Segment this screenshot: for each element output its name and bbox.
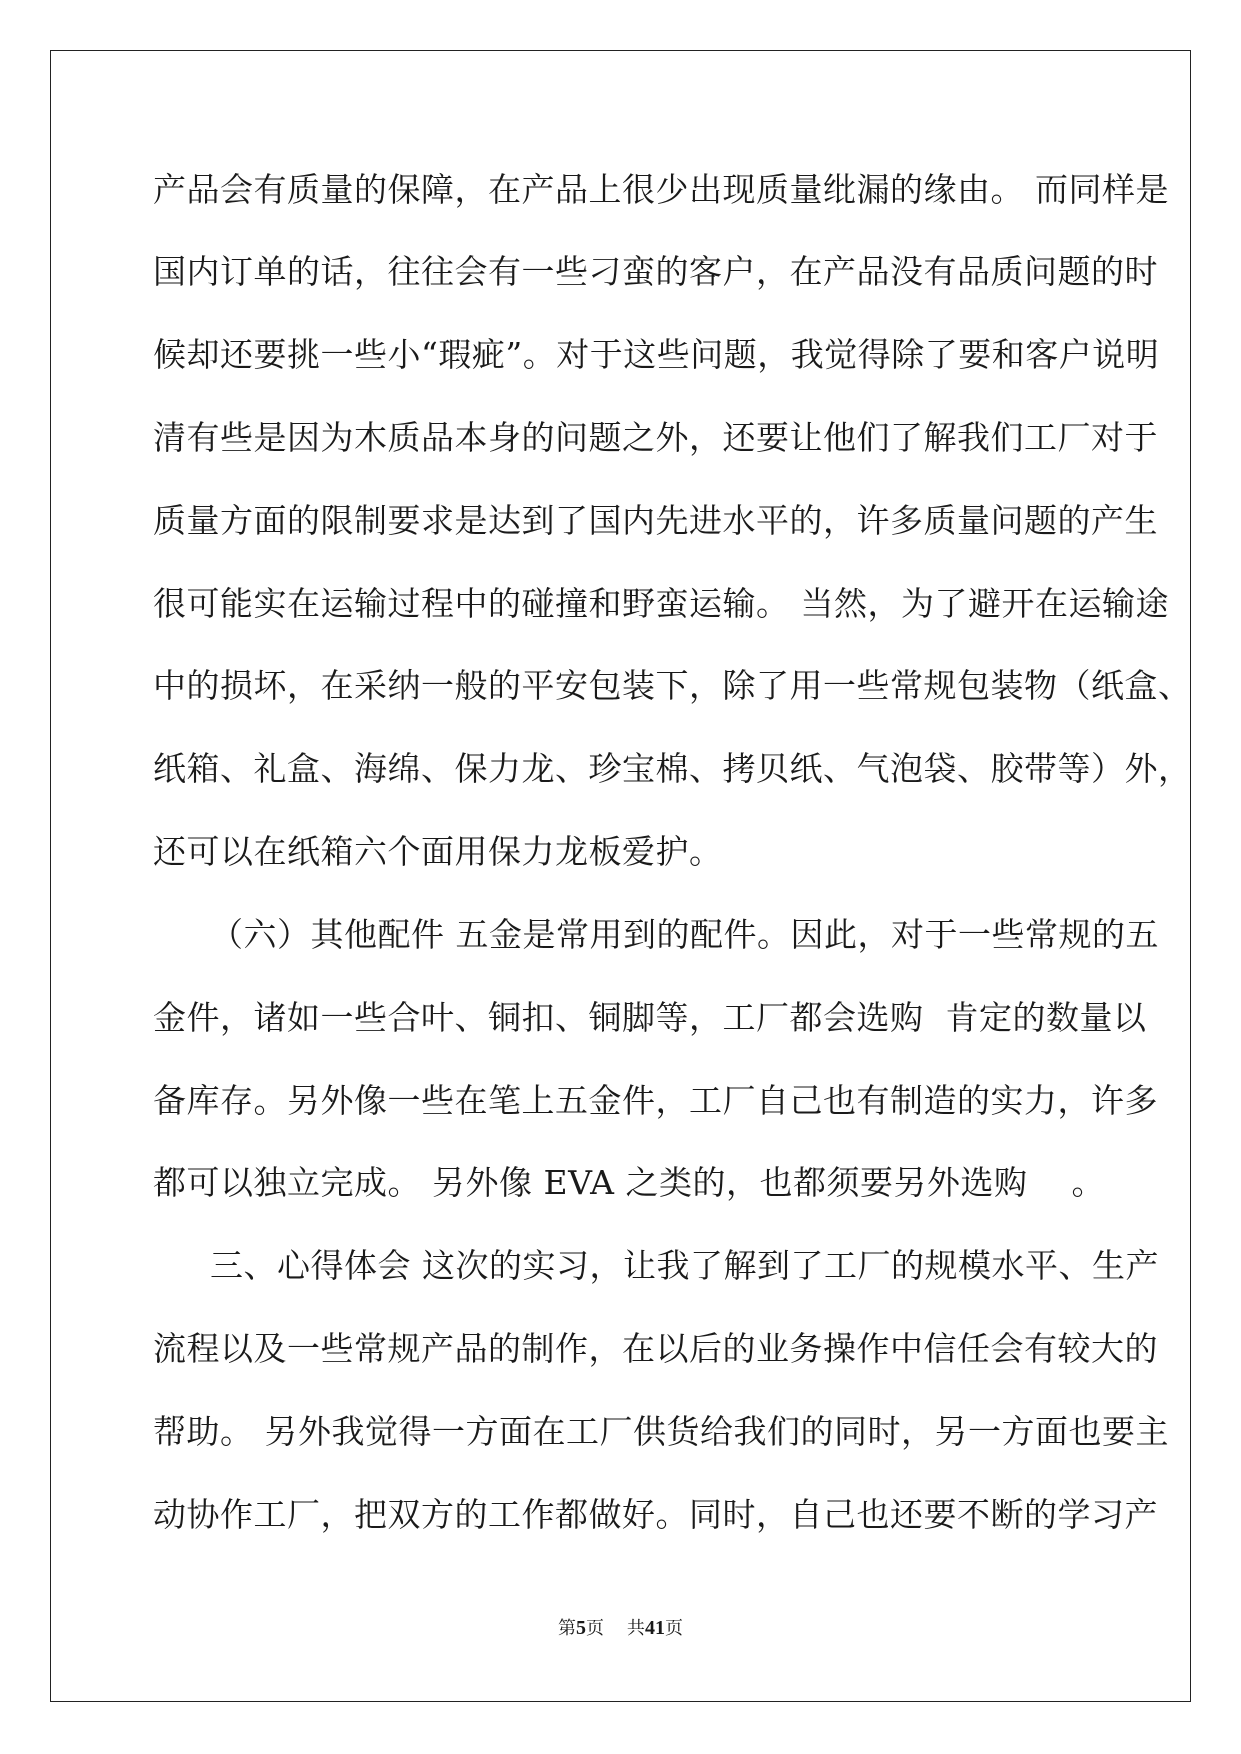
text-line: 很可能实在运输过程中的碰撞和野蛮运输。 当然，为了避开在运输途 [153, 584, 1169, 623]
total-pages: 41 [644, 1617, 665, 1639]
page-border [50, 50, 1191, 1702]
text-line: 金件，诸如一些合叶、铜扣、铜脚等，工厂都会选购 肯定的数量以 [153, 998, 1147, 1037]
text-line: 质量方面的限制要求是达到了国内先进水平的，许多质量问题的产生 [153, 501, 1158, 540]
text-line: 产品会有质量的保障，在产品上很少出现质量纰漏的缘由。 而同样是 [153, 170, 1169, 209]
text-line: 动协作工厂，把双方的工作都做好。同时，自己也还要不断的学习产 [153, 1495, 1158, 1534]
text-line: 纸箱、礼盒、海绵、保力龙、珍宝棉、拷贝纸、气泡袋、胶带等）外， [153, 749, 1192, 788]
footer-mid: 页 共 [586, 1618, 645, 1639]
text-line: 备库存。另外像一些在笔上五金件，工厂自己也有制造的实力，许多 [153, 1081, 1158, 1120]
text-line: 还可以在纸箱六个面用保力龙板爱护。 [153, 832, 723, 871]
footer-prefix: 第 [558, 1618, 577, 1639]
text-line: 流程以及一些常规产品的制作，在以后的业务操作中信任会有较大的 [153, 1329, 1158, 1368]
text-line: 都可以独立完成。 另外像 EVA 之类的，也都须要另外选购 。 [153, 1163, 1105, 1202]
paragraph-heading-line: （六）其他配件 五金是常用到的配件。因此，对于一些常规的五 [210, 915, 1159, 954]
section-heading-line: 三、心得体会 这次的实习，让我了解到了工厂的规模水平、生产 [210, 1246, 1159, 1285]
text-line: 清有些是因为木质品本身的问题之外，还要让他们了解我们工厂对于 [153, 418, 1158, 457]
text-line: 国内订单的话，往往会有一些刁蛮的客户，在产品没有品质问题的时 [153, 252, 1158, 291]
footer-suffix: 页 [664, 1618, 683, 1639]
text-line: 候却还要挑一些小“瑕疵”。对于这些问题，我觉得除了要和客户说明 [153, 335, 1160, 374]
page-footer [0, 1614, 1241, 1640]
text-line: 中的损坏，在采纳一般的平安包装下，除了用一些常规包装物（纸盒、 [153, 666, 1192, 705]
text-line: 帮助。 另外我觉得一方面在工厂供货给我们的同时，另一方面也要主 [153, 1412, 1169, 1451]
current-page-number: 5 [576, 1617, 587, 1639]
